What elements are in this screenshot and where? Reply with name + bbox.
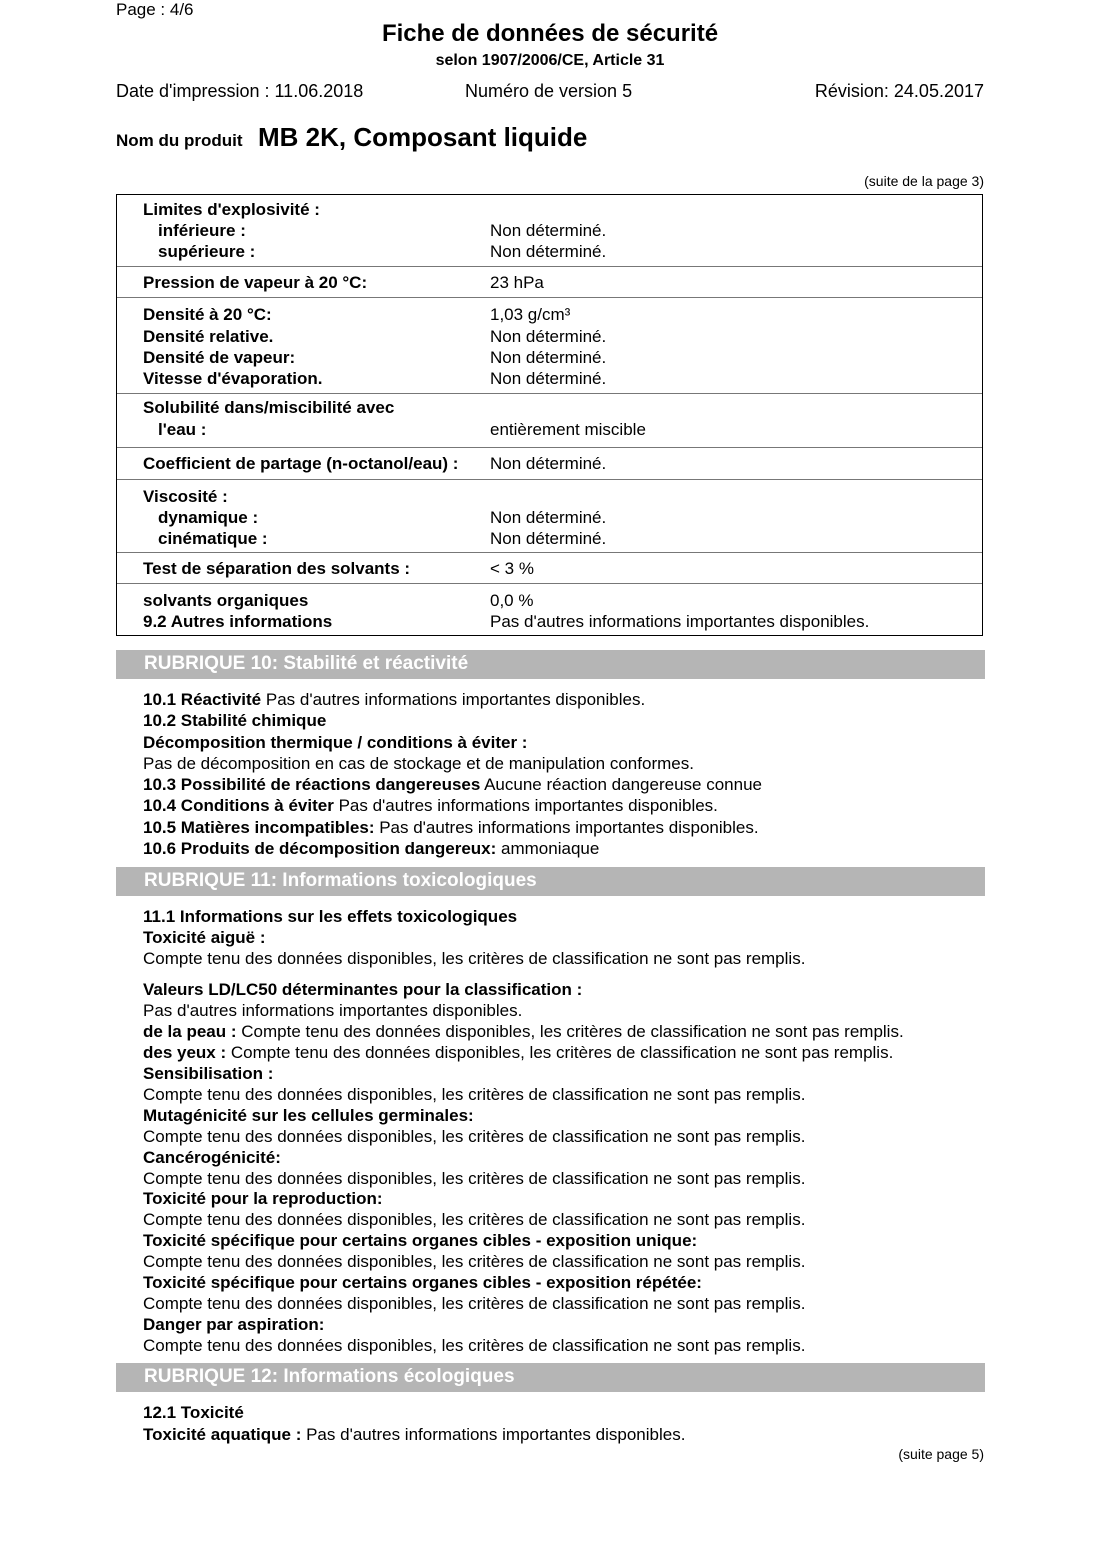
continued-from: (suite de la page 3)	[864, 173, 984, 189]
kinematic-viscosity-label: cinématique :	[158, 529, 268, 548]
vapor-pressure-group	[117, 266, 982, 298]
document-subtitle: selon 1907/2006/CE, Article 31	[435, 52, 665, 69]
solvent-separation-label: Test de séparation des solvants :	[143, 559, 411, 578]
dangerous-reactions-line: 10.3 Possibilité de réactions dangereuses Aucune réaction dangereuse connue	[143, 775, 762, 794]
other-info-label: 9.2 Autres informations	[143, 612, 333, 631]
evaporation-label: Vitesse d'évaporation.	[143, 369, 323, 388]
mutagenicity-label: Mutagénicité sur les cellules germinales:	[143, 1106, 474, 1125]
solvent-separation-group	[117, 552, 982, 584]
evaporation-value: Non déterminé.	[490, 369, 607, 388]
explosive-limits-group	[117, 195, 982, 267]
solubility-label: Solubilité dans/miscibilité avec	[143, 398, 395, 417]
water-solubility-value: entièrement miscible	[490, 420, 646, 439]
sensitisation-label: Sensibilisation :	[143, 1064, 274, 1083]
relative-density-value: Non déterminé.	[490, 327, 607, 346]
stot-repeated-label: Toxicité spécifique pour certains organes cibles - exposition répétée:	[143, 1273, 702, 1292]
solvents-group	[117, 583, 982, 635]
print-date: Date d'impression : 11.06.2018	[116, 81, 364, 101]
section-10-title: RUBRIQUE 10: Stabilité et réactivité	[144, 653, 469, 674]
section-12-title: RUBRIQUE 12: Informations écologiques	[144, 1366, 515, 1387]
conditions-to-avoid-line: 10.4 Conditions à éviter Pas d'autres informations importantes disponibles.	[143, 796, 718, 815]
section-10-header	[116, 650, 985, 679]
chemical-stability-line: 10.2 Stabilité chimique	[143, 711, 327, 730]
other-info-value: Pas d'autres informations importantes disponibles.	[490, 612, 870, 631]
dynamic-viscosity-label: dynamique :	[158, 508, 259, 527]
organic-solvents-label: solvants organiques	[143, 591, 309, 610]
reproductive-toxicity-text: Compte tenu des données disponibles, les critères de classification ne sont pas remplis.	[143, 1210, 806, 1229]
stot-single-label: Toxicité spécifique pour certains organes cibles - exposition unique:	[143, 1231, 698, 1250]
vapor-pressure-value: 23 hPa	[490, 273, 544, 292]
vapor-density-value: Non déterminé.	[490, 348, 607, 367]
properties-table	[116, 194, 983, 636]
partition-coefficient-label: Coefficient de partage (n-octanol/eau) :	[143, 454, 459, 473]
continued-on-next-page: (suite page 5)	[898, 1446, 984, 1462]
viscosity-group	[117, 479, 982, 553]
vapor-pressure-label: Pression de vapeur à 20 °C:	[143, 273, 368, 292]
explosive-limits-label: Limites d'explosivité :	[143, 200, 320, 219]
document-title: Fiche de données de sécurité	[381, 20, 719, 47]
skin-line: de la peau : Compte tenu des données disponibles, les critères de classification ne sont pas remplis.	[143, 1022, 904, 1041]
dynamic-viscosity-value: Non déterminé.	[490, 508, 607, 527]
sensitisation-text: Compte tenu des données disponibles, les critères de classification ne sont pas remplis.	[143, 1085, 806, 1104]
ld-lc50-text: Pas d'autres informations importantes disponibles.	[143, 1001, 523, 1020]
density-label: Densité à 20 °C:	[143, 305, 272, 324]
section-11-header	[116, 867, 985, 896]
section-12-header	[116, 1363, 985, 1392]
organic-solvents-value: 0,0 %	[490, 591, 534, 610]
ld-lc50-label: Valeurs LD/LC50 déterminantes pour la classification :	[143, 980, 583, 999]
upper-limit-label: supérieure :	[158, 242, 256, 261]
lower-limit-label: inférieure :	[158, 221, 246, 240]
acute-toxicity-label: Toxicité aiguë :	[143, 928, 266, 947]
vapor-density-label: Densité de vapeur:	[143, 348, 296, 367]
toxicity-heading: 12.1 Toxicité	[143, 1403, 244, 1422]
aquatic-toxicity-line: Toxicité aquatique : Pas d'autres informations importantes disponibles.	[143, 1425, 686, 1444]
eyes-line: des yeux : Compte tenu des données disponibles, les critères de classification ne sont pas remplis.	[143, 1043, 894, 1062]
thermal-decomposition-label: Décomposition thermique / conditions à éviter :	[143, 733, 528, 752]
toxicological-effects-heading: 11.1 Informations sur les effets toxicologiques	[143, 907, 518, 926]
thermal-decomposition-text: Pas de décomposition en cas de stockage et de manipulation conformes.	[143, 754, 694, 773]
section-11-title: RUBRIQUE 11: Informations toxicologiques	[144, 870, 537, 891]
version-number: Numéro de version 5	[465, 81, 633, 101]
partition-coefficient-value: Non déterminé.	[490, 454, 607, 473]
water-solubility-label: l'eau :	[158, 420, 207, 439]
lower-limit-value: Non déterminé.	[490, 221, 607, 240]
product-name: MB 2K, Composant liquide	[258, 122, 588, 152]
aspiration-hazard-text: Compte tenu des données disponibles, les critères de classification ne sont pas remplis.	[143, 1336, 806, 1355]
product-label: Nom du produit	[116, 131, 243, 150]
stot-repeated-text: Compte tenu des données disponibles, les critères de classification ne sont pas remplis.	[143, 1294, 806, 1313]
revision-date: Révision: 24.05.2017	[814, 81, 984, 101]
carcinogenicity-label: Cancérogénicité:	[143, 1148, 281, 1167]
reproductive-toxicity-label: Toxicité pour la reproduction:	[143, 1189, 383, 1208]
upper-limit-value: Non déterminé.	[490, 242, 607, 261]
viscosity-label: Viscosité :	[143, 487, 228, 506]
kinematic-viscosity-value: Non déterminé.	[490, 529, 607, 548]
density-value: 1,03 g/cm³	[490, 305, 571, 324]
mutagenicity-text: Compte tenu des données disponibles, les critères de classification ne sont pas remplis.	[143, 1127, 806, 1146]
carcinogenicity-text: Compte tenu des données disponibles, les critères de classification ne sont pas remplis.	[143, 1169, 806, 1188]
solvent-separation-value: < 3 %	[490, 559, 534, 578]
density-group	[117, 297, 982, 394]
incompatible-materials-line: 10.5 Matières incompatibles: Pas d'autres informations importantes disponibles.	[143, 818, 759, 837]
stot-single-text: Compte tenu des données disponibles, les critères de classification ne sont pas remplis.	[143, 1252, 806, 1271]
page-number: Page : 4/6	[116, 0, 194, 19]
decomposition-products-line: 10.6 Produits de décomposition dangereux: ammoniaque	[143, 839, 600, 858]
partition-group	[117, 447, 982, 480]
solubility-group	[117, 393, 982, 448]
relative-density-label: Densité relative.	[143, 327, 274, 346]
aspiration-hazard-label: Danger par aspiration:	[143, 1315, 325, 1334]
reactivity-line: 10.1 Réactivité Pas d'autres informations importantes disponibles.	[143, 690, 646, 709]
acute-toxicity-text: Compte tenu des données disponibles, les critères de classification ne sont pas remplis.	[143, 949, 806, 968]
